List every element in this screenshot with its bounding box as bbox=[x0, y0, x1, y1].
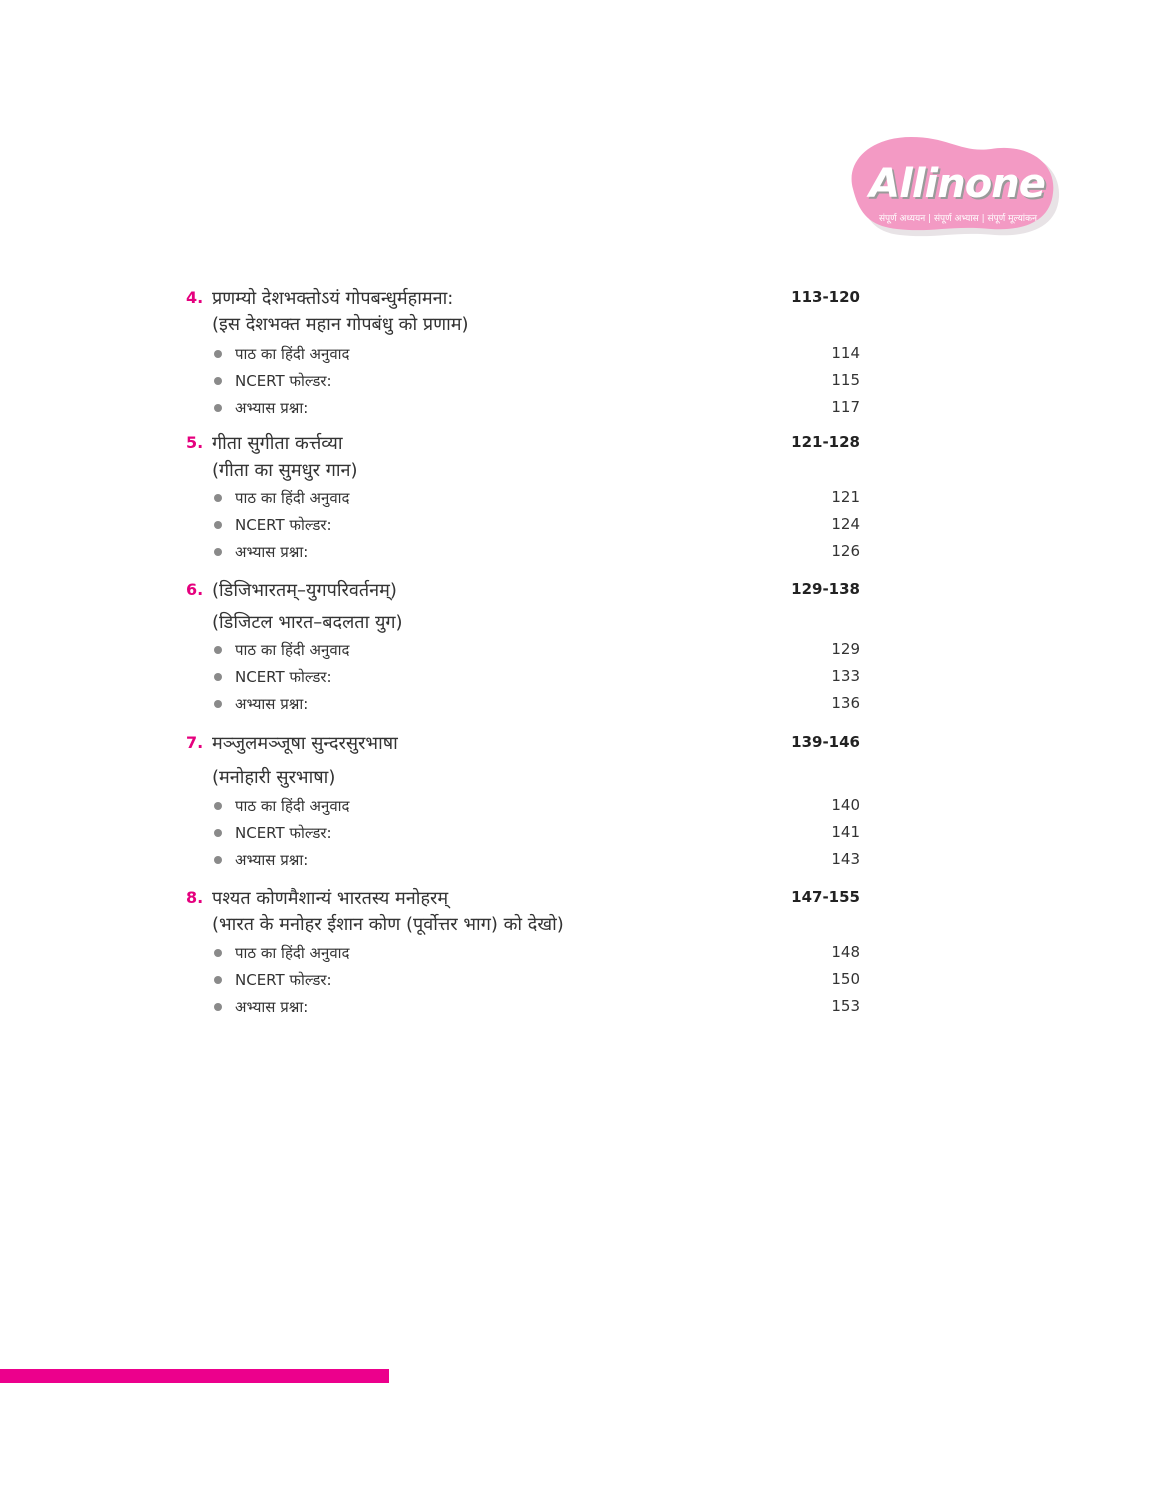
toc-item-label: पाठ का हिंदी अनुवाद bbox=[235, 345, 350, 363]
chapter-subtitle: (मनोहारी सुरभाषा) bbox=[212, 767, 336, 788]
chapter-page-range: 139-146 bbox=[791, 733, 860, 751]
chapter-title: गीता सुगीता कर्त्तव्या bbox=[212, 433, 343, 454]
logo-tagline: संपूर्ण अध्ययन | संपूर्ण अभ्यास | संपूर्ण मूल्यांकन bbox=[878, 214, 1038, 224]
bullet-icon bbox=[214, 1003, 222, 1011]
bullet-icon bbox=[214, 673, 222, 681]
toc-item-page: 117 bbox=[831, 398, 860, 416]
bullet-icon bbox=[214, 494, 222, 502]
toc-item-page: 150 bbox=[831, 970, 860, 988]
bullet-icon bbox=[214, 521, 222, 529]
chapter-subtitle: (भारत के मनोहर ईशान कोण (पूर्वोत्तर भाग) को देखो) bbox=[212, 914, 564, 935]
toc-item-label: अभ्यास प्रश्ना: bbox=[235, 399, 309, 417]
toc-item-label: NCERT फोल्डर: bbox=[235, 372, 332, 390]
toc-item-page: 148 bbox=[831, 943, 860, 961]
toc-item-page: 115 bbox=[831, 371, 860, 389]
toc-item-page: 140 bbox=[831, 796, 860, 814]
bullet-icon bbox=[214, 646, 222, 654]
chapter-number: 6. bbox=[186, 580, 204, 599]
bullet-icon bbox=[214, 802, 222, 810]
bullet-icon bbox=[214, 548, 222, 556]
chapter-page-range: 121-128 bbox=[791, 433, 860, 451]
toc-item-label: NCERT फोल्डर: bbox=[235, 824, 332, 842]
chapter-page-range: 147-155 bbox=[791, 888, 860, 906]
chapter-title: पश्यत कोणमैशान्यं भारतस्य मनोहरम् bbox=[212, 888, 449, 909]
bullet-icon bbox=[214, 829, 222, 837]
toc-item-label: पाठ का हिंदी अनुवाद bbox=[235, 944, 350, 962]
chapter-number: 7. bbox=[186, 733, 204, 752]
bullet-icon bbox=[214, 377, 222, 385]
bullet-icon bbox=[214, 700, 222, 708]
chapter-page-range: 129-138 bbox=[791, 580, 860, 598]
toc-item-label: पाठ का हिंदी अनुवाद bbox=[235, 797, 350, 815]
toc-item-page: 114 bbox=[831, 344, 860, 362]
toc-item-label: अभ्यास प्रश्ना: bbox=[235, 543, 309, 561]
toc-item-label: पाठ का हिंदी अनुवाद bbox=[235, 641, 350, 659]
chapter-number: 4. bbox=[186, 288, 204, 307]
toc-item-page: 121 bbox=[831, 488, 860, 506]
bullet-icon bbox=[214, 404, 222, 412]
toc-item-page: 143 bbox=[831, 850, 860, 868]
chapter-number: 8. bbox=[186, 888, 204, 907]
toc-item-page: 153 bbox=[831, 997, 860, 1015]
chapter-subtitle: (डिजिटल भारत–बदलता युग) bbox=[212, 612, 403, 633]
chapter-number: 5. bbox=[186, 433, 204, 452]
toc-item-label: NCERT फोल्डर: bbox=[235, 971, 332, 989]
toc-item-page: 124 bbox=[831, 515, 860, 533]
toc-item-page: 133 bbox=[831, 667, 860, 685]
logo-wordmark: Allinone bbox=[869, 161, 1045, 207]
bullet-icon bbox=[214, 856, 222, 864]
toc-item-page: 129 bbox=[831, 640, 860, 658]
bullet-icon bbox=[214, 976, 222, 984]
chapter-page-range: 113-120 bbox=[791, 288, 860, 306]
toc-item-page: 126 bbox=[831, 542, 860, 560]
chapter-subtitle: (गीता का सुमधुर गान) bbox=[212, 460, 358, 481]
bullet-icon bbox=[214, 949, 222, 957]
bullet-icon bbox=[214, 350, 222, 358]
toc-item-label: अभ्यास प्रश्ना: bbox=[235, 695, 309, 713]
toc-item-page: 136 bbox=[831, 694, 860, 712]
chapter-title: (डिजिभारतम्–युगपरिवर्तनम्) bbox=[212, 580, 397, 601]
chapter-title: प्रणम्यो देशभक्तोऽयं गोपबन्धुर्महामना: bbox=[212, 288, 454, 309]
toc-item-label: NCERT फोल्डर: bbox=[235, 668, 332, 686]
toc-item-label: अभ्यास प्रश्ना: bbox=[235, 851, 309, 869]
chapter-title: मञ्जुलमञ्जूषा सुन्दरसुरभाषा bbox=[212, 733, 398, 754]
toc-item-label: पाठ का हिंदी अनुवाद bbox=[235, 489, 350, 507]
chapter-subtitle: (इस देशभक्त महान गोपबंधु को प्रणाम) bbox=[212, 314, 469, 335]
toc-item-label: NCERT फोल्डर: bbox=[235, 516, 332, 534]
footer-accent-bar bbox=[0, 1369, 389, 1383]
toc-item-page: 141 bbox=[831, 823, 860, 841]
toc-item-label: अभ्यास प्रश्ना: bbox=[235, 998, 309, 1016]
